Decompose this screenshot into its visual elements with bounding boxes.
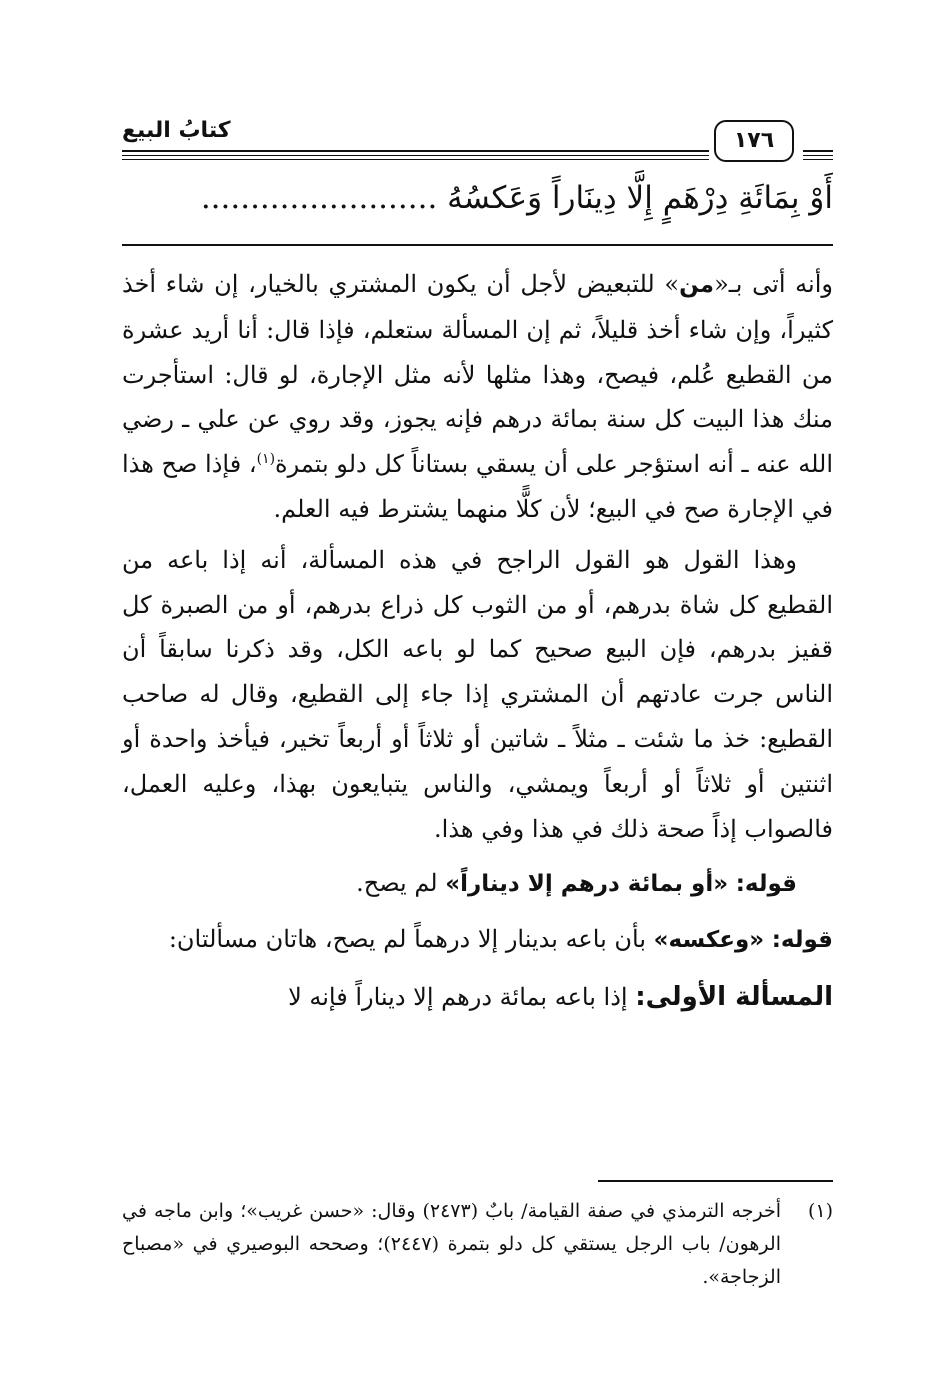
matn-divider <box>122 244 833 246</box>
paragraph-text: » للتبعيض لأجل أن يكون المشتري بالخيار، إن شاء أخذ كثيراً، وإن شاء أخذ قليلاً، ثم إن المسألة ستعلم، فإذا قال: أنا أريد عشرة من القطيع عُلم، فيصح، وهذا مثلها لأنه مثل الإجارة، لو قال: استأجرت منك هذا البيت كل سنة بمائة درهم فإنه يجوز، وقد روي عن علي ـ رضي الله عنه ـ أنه استؤجر على أن يسقي بستاناً كل دلو بتمرة <box>122 270 833 479</box>
matn-dots: ........................ <box>200 180 438 216</box>
paragraph-text: لم يصح. <box>356 869 438 898</box>
quote-paragraph <box>122 917 833 963</box>
paragraph-text: وأنه أتى بـ« <box>714 270 833 298</box>
matn-line <box>122 168 833 228</box>
paragraph-text: ، فإذا صح هذا في الإجارة صح في البيع؛ لأن كلًّا منهما يشترط فيه العلم. <box>122 450 833 523</box>
footnote-ref[interactable]: (١) <box>256 451 276 468</box>
footnote-text: أخرجه الترمذي في صفة القيامة/ بابٌ (٢٤٧٣) وقال: «حسن غريب»؛ وابن ماجه في الرهون/ باب الرجل يستقي كل دلو بتمرة (٢٤٤٧)؛ وصححه البوصيري في «مصباح الزجاجة». <box>122 1200 781 1288</box>
paragraph <box>122 262 833 532</box>
emphasis: من <box>679 272 715 298</box>
footnote-divider <box>598 1180 833 1182</box>
paragraph: وهذا القول هو القول الراجح في هذه المسألة، أنه إذا باعه من القطيع كل شاة بدرهم، أو من الثوب كل ذراع بدرهم، أو من الصبرة كل قفيز بدرهم، فإن البيع صحيح كما لو باعه الكل، وقد ذكرنا سابقاً أن الناس جرت عادتهم أن المشتري إذا جاء إلى القطيع، وقال له صاحب القطيع: خذ ما شئت ـ مثلاً ـ شاتين أو ثلاثاً أو أربعاً تخير، فيأخذ واحدة أو اثنتين أو ثلاثاً أو أربعاً ويمشي، والناس يتبايعون بهذا، وعليه العمل، فالصواب إذاً صحة ذلك في هذا وفي هذا. <box>122 545 833 843</box>
issue-heading: المسألة الأولى: <box>635 981 833 1012</box>
quote-paragraph <box>122 861 833 907</box>
paragraph-text: إذا باعه بمائة درهم إلا ديناراً فإنه لا <box>288 982 628 1011</box>
quote-label: قوله: <box>771 927 833 954</box>
paragraph-text: بأن باعه بدينار إلا درهماً لم يصح، هاتان مسألتان: <box>168 925 646 954</box>
commentary-body <box>122 262 833 1020</box>
quoted-matn: «أو بمائة درهم إلا ديناراً» <box>445 871 729 898</box>
running-title: كتابُ البيع <box>122 118 239 143</box>
matn-text: أَوْ بِمَائَةِ دِرْهَمٍ إِلَّا دِينَاراً وَعَكسُهُ <box>447 180 833 216</box>
issue-paragraph <box>122 975 833 1020</box>
book-page <box>122 0 833 1385</box>
page-number: ١٧٦ <box>714 120 794 162</box>
footnote-number: (١) <box>807 1200 833 1222</box>
quote-label: قوله: <box>735 871 797 898</box>
quoted-matn: «وعكسه» <box>653 927 765 954</box>
page-header <box>122 112 833 160</box>
footnote <box>122 1195 833 1294</box>
